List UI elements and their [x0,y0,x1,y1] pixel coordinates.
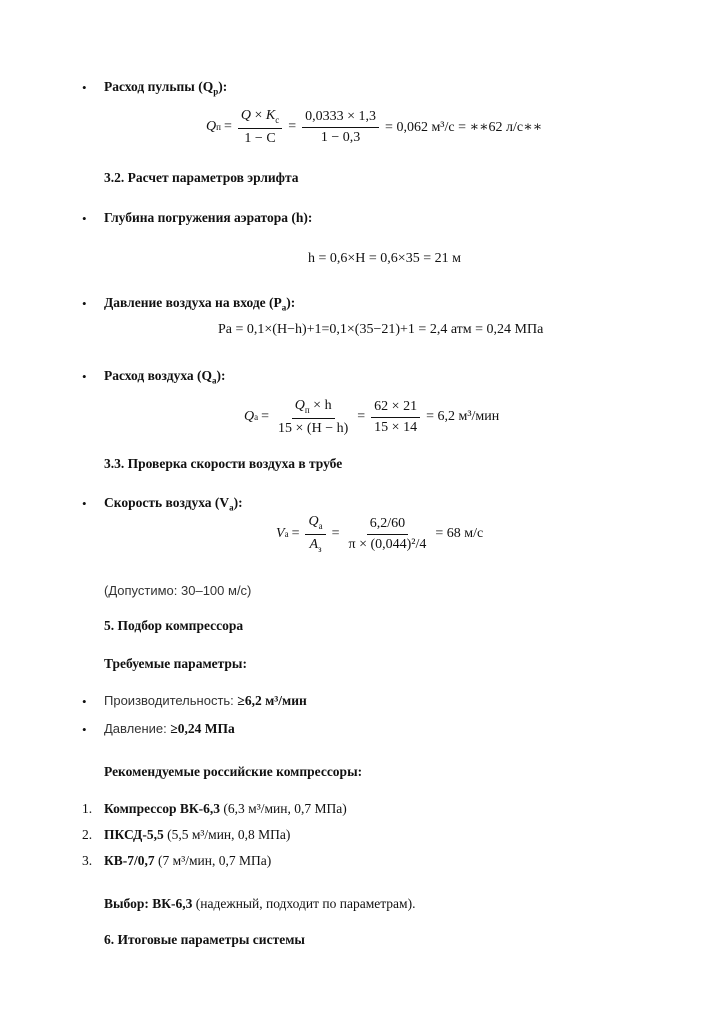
heading-5: 5. Подбор компрессора [104,618,244,633]
heading-6: 6. Итоговые параметры системы [104,932,305,947]
compressor-pksd-5-5: ПКСД-5,5 (5,5 м³/мин, 0,8 МПа) [104,827,291,842]
section-air-speed: Скорость воздуха $(V_а)$: [104,495,243,513]
compressor-item: 1. [82,801,93,816]
section-air-pressure: Давление воздуха на входе $(P_а)$: [104,295,296,313]
bullet: • [82,496,87,511]
formula-air-flow: Q а = $\frac{Q_п \times h}{15 \times (H - h)}$ = $\frac{62 \times 21}{15 \times 14}$ = 6,2 м³/мин [244,398,500,436]
recommended-title: Рекомендуемые российские компрессоры: [104,764,363,779]
heading-3-3: 3.3. Проверка скорости воздуха в трубе [104,456,343,471]
bullet: • [82,694,87,709]
compressor-vk-6-3: Компрессор ВК-6,3 (6,3 м³/мин, 0,7 МПа) [104,801,347,816]
bullet: • [82,722,87,737]
bullet: • [82,211,87,226]
compressor-item: 2. [82,827,93,842]
heading-3-2: 3.2. Расчет параметров эрлифта [104,170,299,185]
choice: Выбор: ВК-6,3 (надежный, подходит по параметрам). [104,896,416,911]
formula-pulp-flow: Q п = $\frac{Q \times K_с}{1 - C}$ = $\frac{0,0333 \times 1,3}{1 - 0,3}$ = 0,062 м³/с = ∗∗62 л/с∗∗ [206,108,543,146]
compressor-item: 3. [82,853,93,868]
section-air-flow: Расход воздуха $(Q_а)$: [104,368,226,386]
bullet: • [82,80,87,95]
req-item-capacity: Производительность: ≥6,2 м³/мин [104,693,307,708]
section-aerator-depth: Глубина погружения аэратора (h): [104,210,313,225]
allowed-range: (Допустимо: 30–100 м/с) [104,583,252,598]
formula-air-speed: V а = $\frac{Q_а}{A_з}$ = $\frac{6,2/60}{\text{π × (0,044)²/4}}$ = 68 м/с [276,514,484,554]
req-item-pressure: Давление: ≥0,24 МПа [104,721,235,736]
bullet: • [82,296,87,311]
bullet: • [82,369,87,384]
compressor-kv-7: КВ-7/0,7 (7 м³/мин, 0,7 МПа) [104,853,272,868]
required-params-title: Требуемые параметры: [104,656,247,671]
section-pulp-flow: Расход пульпы $(Q_р)$: [104,79,228,97]
formula-depth: h = 0,6×H = 0,6×35 = 21 м [308,251,461,266]
formula-pressure: Pa = 0,1×(H−h)+1=0,1×(35−21)+1 = 2,4 атм = 0,24 МПа [218,322,544,337]
